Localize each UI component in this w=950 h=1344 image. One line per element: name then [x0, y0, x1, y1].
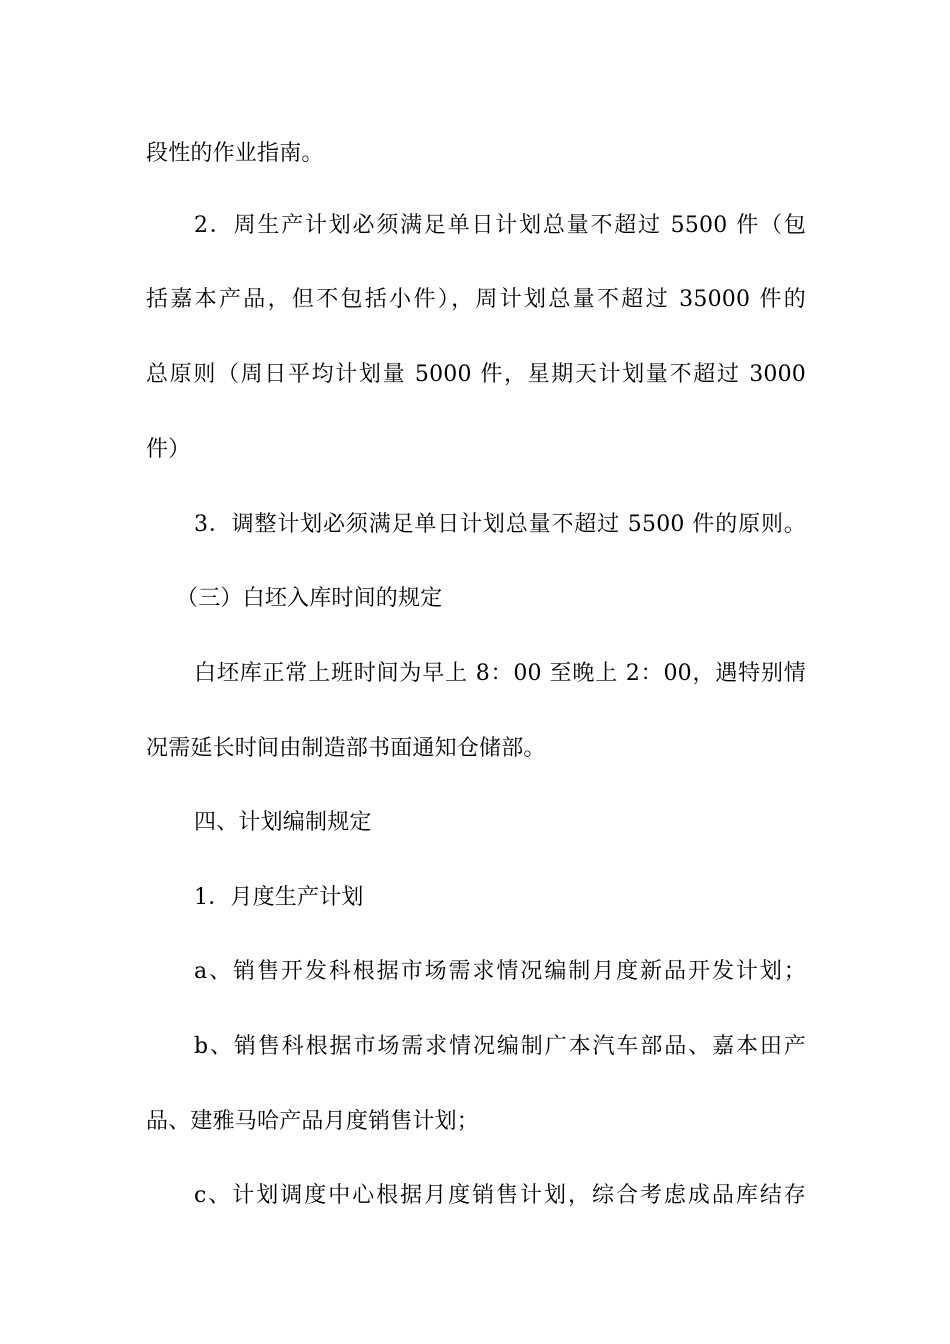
paragraph-line: 况需延长时间由制造部书面通知仓储部。: [146, 736, 546, 761]
paragraph-line: 括嘉本产品，但不包括小件），周计划总量不超过 35000 件的: [146, 287, 806, 312]
paragraph-line: 总原则（周日平均计划量 5000 件，星期天计划量不超过 3000: [146, 362, 806, 387]
section-heading: 四、计划编制规定: [194, 810, 372, 835]
paragraph-line: 段性的作业指南。: [146, 141, 324, 166]
list-item: b、销售科根据市场需求情况编制广本汽车部品、嘉本田产: [194, 1034, 806, 1059]
list-item: c、计划调度中心根据月度销售计划，综合考虑成品库结存: [194, 1183, 806, 1208]
section-heading: （三）白坯入库时间的规定: [176, 586, 443, 611]
paragraph-line: 品、建雅马哈产品月度销售计划；: [146, 1109, 480, 1134]
paragraph-line: 件）: [146, 437, 191, 462]
list-item: a、销售开发科根据市场需求情况编制月度新品开发计划；: [194, 959, 806, 984]
paragraph-line: 白坯库正常上班时间为早上 8：00 至晚上 2：00，遇特别情: [194, 661, 806, 686]
subsection-heading: 1．月度生产计划: [194, 885, 364, 910]
paragraph-line: 3．调整计划必须满足单日计划总量不超过 5500 件的原则。: [194, 512, 806, 537]
paragraph-line: 2．周生产计划必须满足单日计划总量不超过 5500 件（包: [194, 213, 806, 238]
